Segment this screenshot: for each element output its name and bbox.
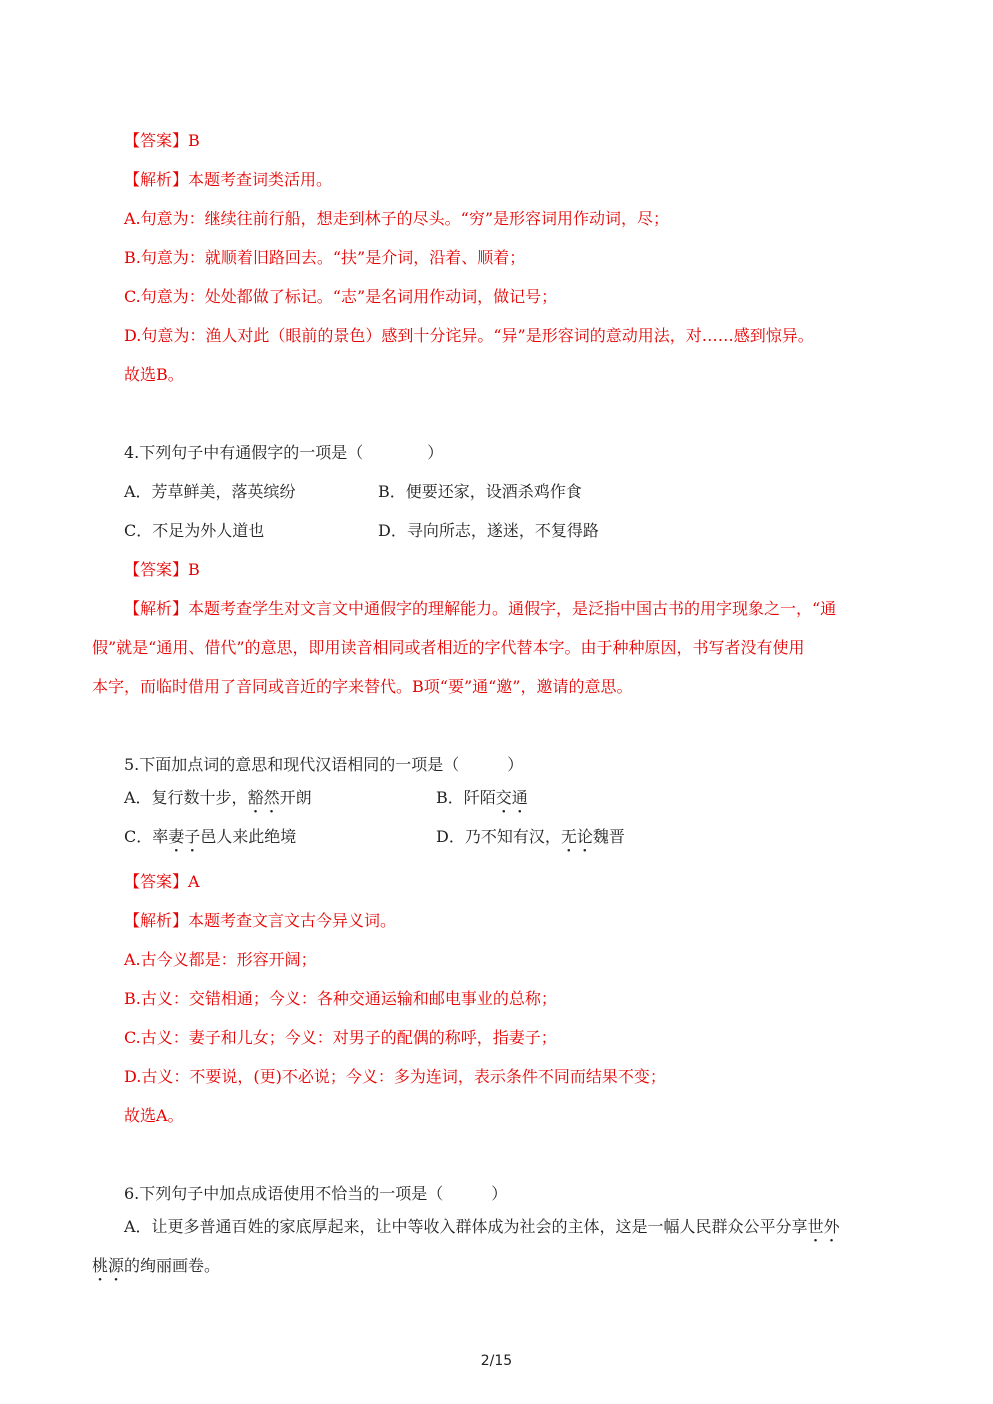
q4-analysis-line-1: 【解析】本题考查学生对文言文中通假字的理解能力。通假字，是泛指中国古书的用字现象之一，“通 — [124, 599, 837, 618]
q5-option-d-dotted-char-1: 无 — [560, 827, 577, 846]
q4-answer: 【答案】B — [124, 560, 200, 579]
q5-option-c-dotted-char-2: 子 — [184, 827, 201, 846]
q5-item-c: C.古义：妻子和儿女；今义：对男子的配偶的称呼，指妻子； — [124, 1028, 557, 1047]
q4-option-c: C．不足为外人道也 — [124, 521, 265, 540]
q5-option-c-dotted-char-1: 妻 — [168, 827, 185, 846]
q6-stem: 6.下列句子中加点成语使用不恰当的一项是（ ） — [124, 1184, 508, 1203]
q5-option-a-dotted-char-1: 豁 — [247, 788, 264, 807]
q3-item-c: C.句意为：处处都做了标记。“志”是名词用作动词，做记号； — [124, 287, 558, 306]
q5-option-a-dotted-char-2: 然 — [263, 788, 280, 807]
q5-item-a: A.古今义都是：形容开阔； — [124, 950, 317, 969]
q4-analysis-line-3: 本字，而临时借用了音同或音近的字来替代。B项“要”通“邀”，邀请的意思。 — [92, 677, 633, 696]
q3-analysis-heading: 【解析】本题考查词类活用。 — [124, 170, 333, 189]
q3-item-b: B.句意为：就顺着旧路回去。“扶”是介词，沿着、顺着； — [124, 248, 526, 267]
q4-analysis-line-2: 假”就是“通用、借代”的意思，即用读音相同或者相近的字代替本字。由于种种原因，书写者没有使用 — [92, 638, 805, 657]
q6-option-a-dotted-char-4: 源 — [108, 1256, 125, 1275]
q5-option-c-prefix: C．率 — [124, 827, 169, 846]
q5-option-a-prefix: A．复行数十步， — [124, 788, 248, 807]
q3-item-a: A.句意为：继续往前行船，想走到林子的尽头。“穷”是形容词用作动词，尽； — [124, 209, 670, 228]
q6-option-a-dotted-char-2: 外 — [823, 1217, 840, 1236]
q6-option-a-dotted-char-3: 桃 — [92, 1256, 109, 1275]
q5-analysis-heading: 【解析】本题考查文言文古今异义词。 — [124, 911, 397, 930]
q6-option-a-text: A．让更多普通百姓的家底厚起来，让中等收入群体成为社会的主体，这是一幅人民群众公平分享 — [124, 1217, 808, 1236]
q6-option-a-line-2 — [92, 1256, 220, 1276]
q6-option-a-dotted-char-1: 世 — [807, 1217, 824, 1236]
q5-option-a — [124, 788, 312, 808]
q4-option-b: B．便要还家，设酒杀鸡作食 — [378, 482, 582, 501]
q5-option-b — [436, 788, 528, 808]
q5-option-d — [436, 827, 625, 847]
q5-option-c-suffix: 邑人来此绝境 — [200, 827, 297, 846]
q5-conclusion: 故选A。 — [124, 1106, 184, 1125]
q5-option-a-suffix: 开朗 — [279, 788, 312, 807]
q5-option-b-dotted-char-1: 交 — [495, 788, 512, 807]
q3-answer: 【答案】B — [124, 131, 200, 150]
q5-option-d-suffix: 魏晋 — [592, 827, 625, 846]
q6-option-a-line-1 — [124, 1217, 840, 1237]
q3-item-d: D.句意为：渔人对此（眼前的景色）感到十分诧异。“异”是形容词的意动用法，对……感到惊异。 — [124, 326, 814, 345]
q5-option-d-dotted-char-2: 论 — [576, 827, 593, 846]
q5-stem: 5.下面加点词的意思和现代汉语相同的一项是（ ） — [124, 755, 524, 774]
q5-option-d-prefix: D．乃不知有汉， — [436, 827, 561, 846]
page-number: 2/15 — [480, 1353, 513, 1369]
q5-item-b: B.古义：交错相通；今义：各种交通运输和邮电事业的总称； — [124, 989, 557, 1008]
q3-conclusion: 故选B。 — [124, 365, 184, 384]
q4-option-a: A．芳草鲜美，落英缤纷 — [124, 482, 296, 501]
q5-option-c — [124, 827, 296, 847]
q5-answer: 【答案】A — [124, 872, 200, 891]
q4-stem: 4.下列句子中有通假字的一项是（ ） — [124, 443, 444, 462]
q4-option-d: D．寻向所志，遂迷，不复得路 — [378, 521, 599, 540]
q5-item-d: D.古义：不要说，(更)不必说；今义：多为连词，表示条件不同而结果不变； — [124, 1067, 666, 1086]
q5-option-b-dotted-char-2: 通 — [511, 788, 528, 807]
q6-option-a-tail: 的绚丽画卷。 — [124, 1256, 221, 1275]
q5-option-b-prefix: B．阡陌 — [436, 788, 496, 807]
